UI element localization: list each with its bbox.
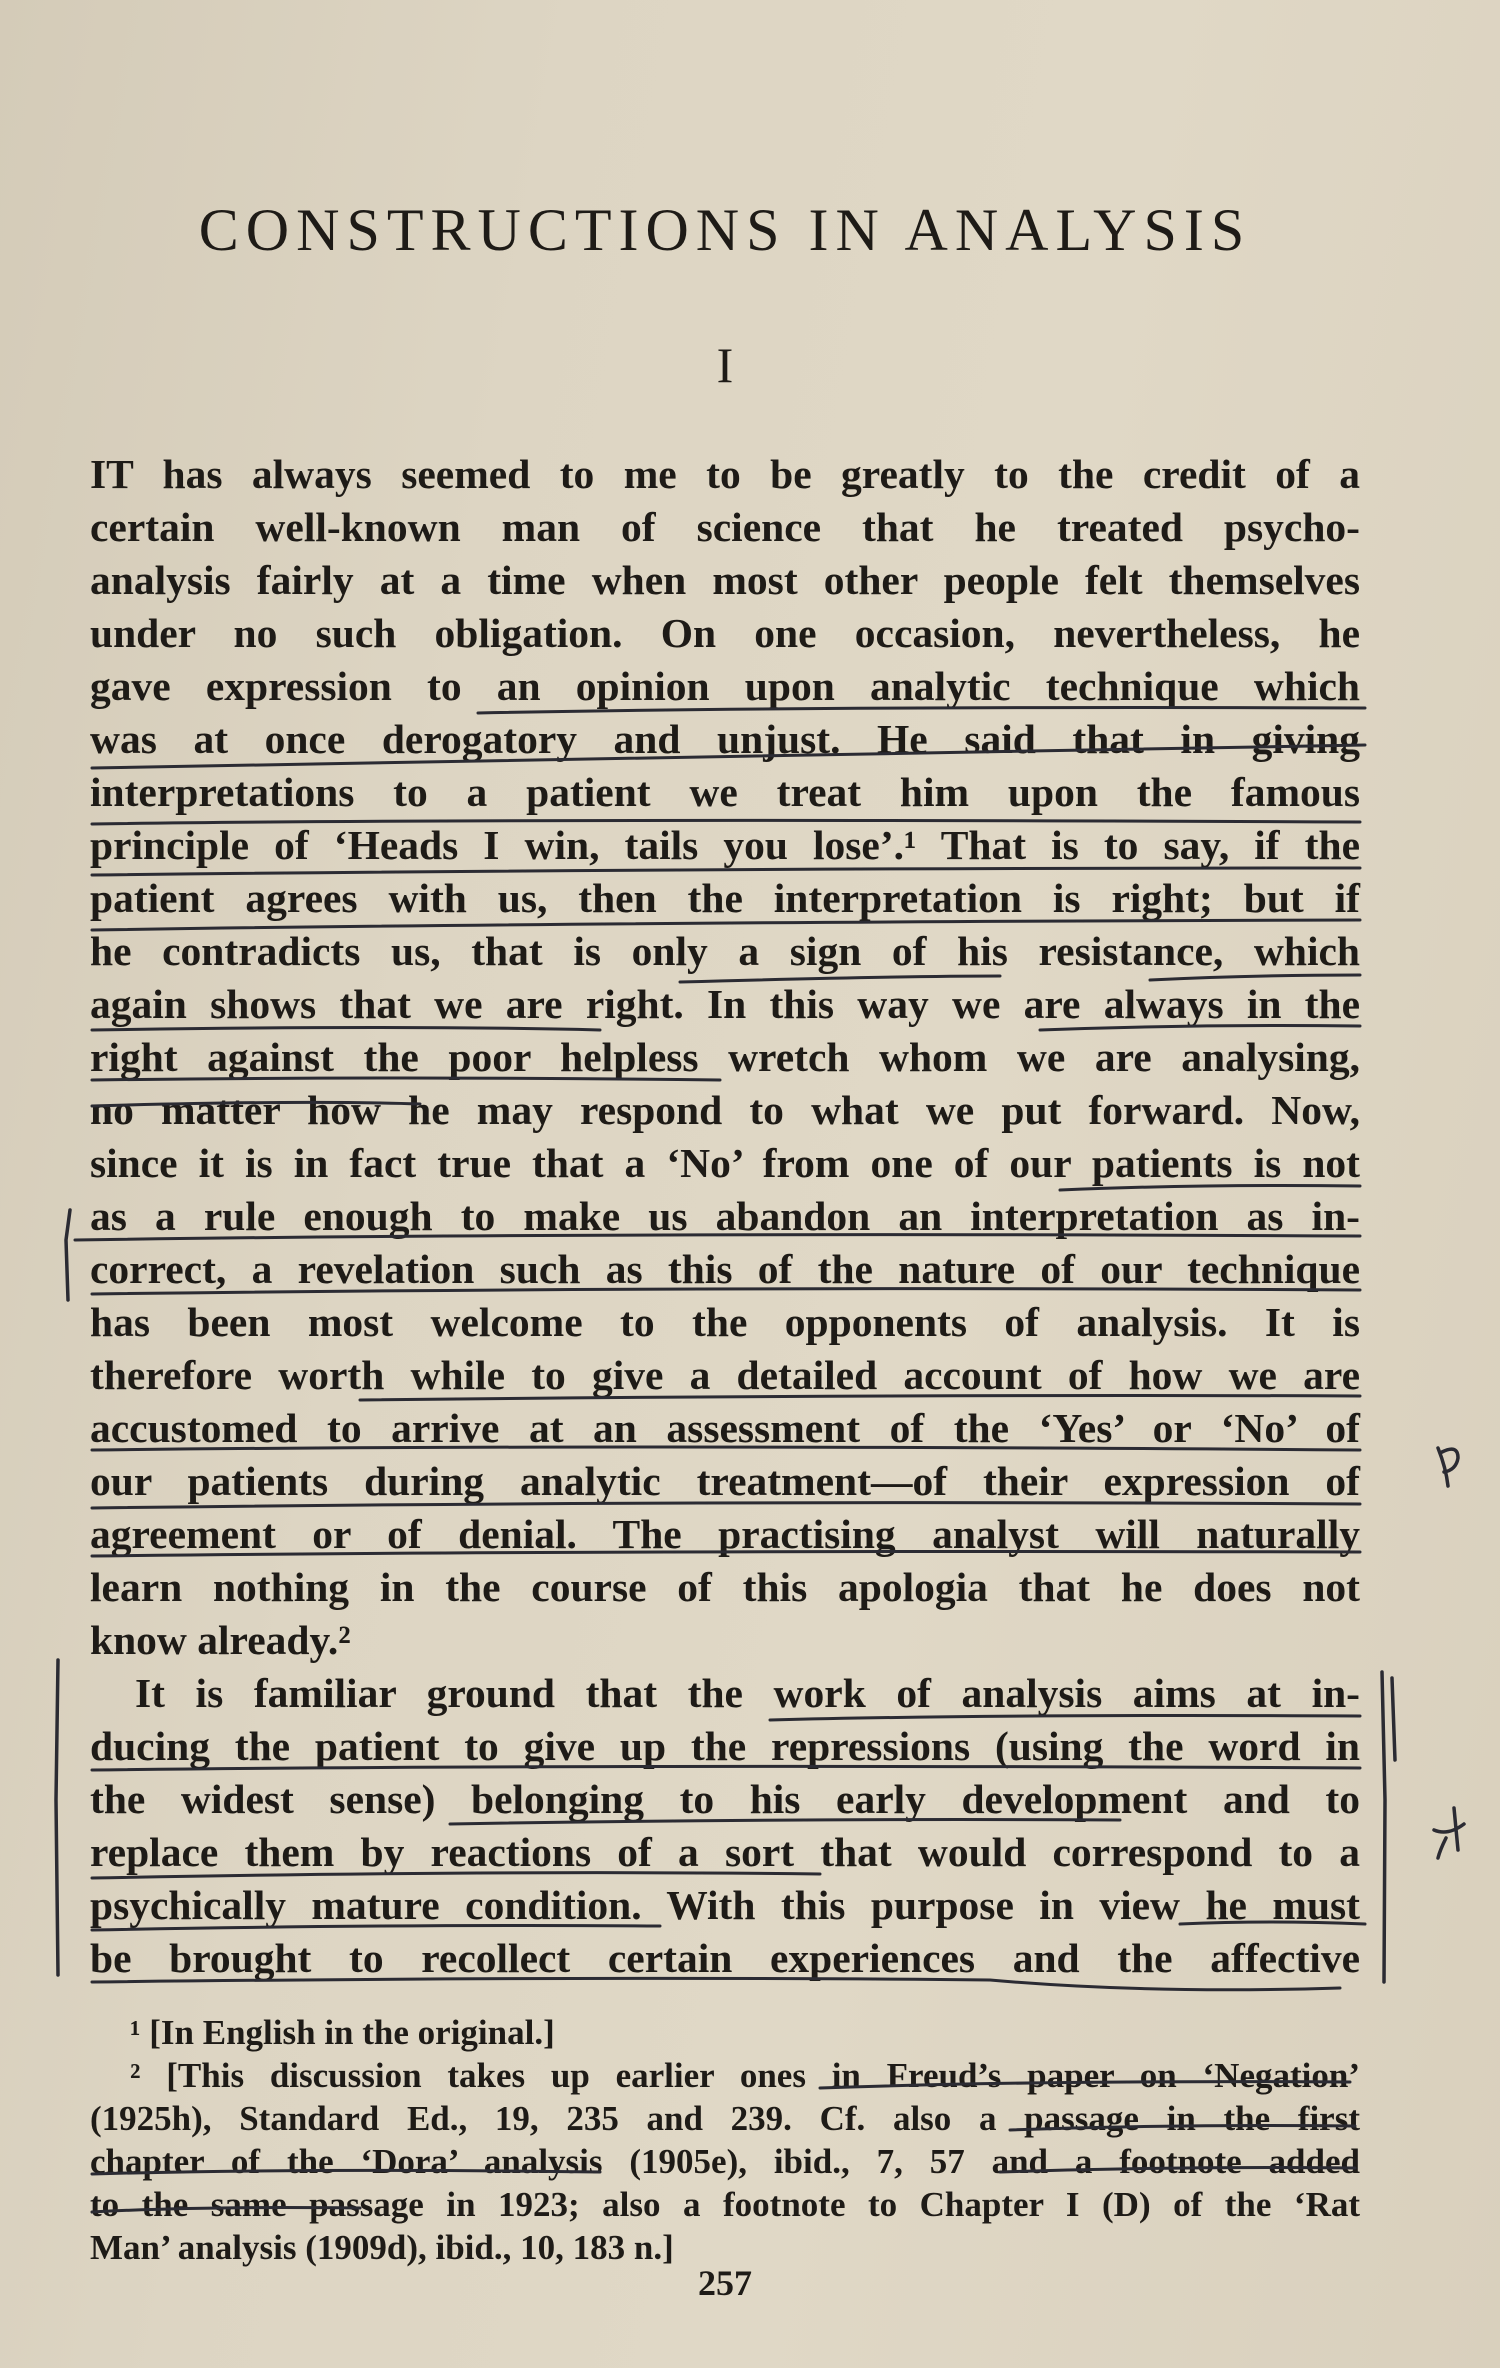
margin-bracket-left	[66, 1210, 70, 1300]
body-line: correct, a revelation such as this of the nature of our technique	[90, 1246, 1360, 1292]
body-line: IT has always seemed to me to be greatly to the credit of a	[90, 451, 1360, 497]
margin-bracket-right	[1392, 1678, 1395, 1760]
body-line: accustomed to arrive at an assessment of the ‘Yes’ or ‘No’ of	[90, 1405, 1360, 1451]
body-line: principle of ‘Heads I win, tails you lose’.¹ That is to say, if the	[90, 822, 1360, 868]
body-line: our patients during analytic treatment—of their expression of	[90, 1458, 1360, 1504]
margin-bracket-right	[1382, 1672, 1385, 1982]
body-line: agreement or of denial. The practising analyst will naturally	[90, 1511, 1360, 1557]
chapter-title: CONSTRUCTIONS IN ANALYSIS	[198, 197, 1252, 263]
body-line: be brought to recollect certain experiences and the affective	[90, 1935, 1360, 1981]
footnote-line: (1925h), Standard Ed., 19, 235 and 239. Cf. also a passage in the first	[90, 2099, 1360, 2138]
body-line: under no such obligation. On one occasion, nevertheless, he	[90, 610, 1360, 656]
footnote-line: to the same passage in 1923; also a footnote to Chapter I (D) of the ‘Rat	[90, 2185, 1360, 2224]
body-line: analysis fairly at a time when most other people felt themselves	[90, 557, 1360, 603]
body-line: was at once derogatory and unjust. He said that in giving	[90, 716, 1360, 762]
body-line: he contradicts us, that is only a sign of his resistance, which	[90, 928, 1360, 974]
footnote-line: ¹ [In English in the original.]	[130, 2013, 555, 2052]
page-number: 257	[698, 2263, 752, 2303]
body-line: therefore worth while to give a detailed account of how we are	[90, 1352, 1360, 1398]
body-line: as a rule enough to make us abandon an interpretation as in-	[90, 1193, 1360, 1239]
body-line: right against the poor helpless wretch whom we are analysing,	[90, 1034, 1360, 1080]
body-line: no matter how he may respond to what we put forward. Now,	[90, 1087, 1360, 1133]
body-line: It is familiar ground that the work of analysis aims at in-	[135, 1670, 1360, 1716]
body-line: learn nothing in the course of this apologia that he does not	[90, 1564, 1360, 1610]
body-line: since it is in fact true that a ‘No’ from one of our patients is not	[90, 1140, 1360, 1186]
margin-mark-2	[1434, 1808, 1464, 1858]
footnote-line: Man’ analysis (1909d), ibid., 10, 183 n.]	[90, 2228, 674, 2267]
body-line: again shows that we are right. In this way we are always in the	[90, 981, 1360, 1027]
body-line: replace them by reactions of a sort that would correspond to a	[90, 1829, 1360, 1875]
section-number: I	[716, 337, 734, 393]
body-line: ducing the patient to give up the repressions (using the word in	[90, 1723, 1360, 1769]
body-line: interpretations to a patient we treat him upon the famous	[90, 769, 1360, 815]
footnote-line: chapter of the ‘Dora’ analysis (1905e), ibid., 7, 57 and a footnote added	[90, 2142, 1360, 2181]
margin-bracket-left	[56, 1660, 58, 1975]
body-line: patient agrees with us, then the interpretation is right; but if	[90, 875, 1360, 921]
body-line: has been most welcome to the opponents of analysis. It is	[90, 1299, 1360, 1345]
footnote-line: ² [This discussion takes up earlier ones in Freud’s paper on ‘Negation’	[130, 2056, 1360, 2095]
body-line: psychically mature condition. With this purpose in view he must	[90, 1882, 1360, 1928]
body-line: the widest sense) belonging to his early development and to	[90, 1776, 1360, 1822]
body-line: know already.²	[90, 1617, 351, 1663]
body-line: gave expression to an opinion upon analytic technique which	[90, 663, 1360, 709]
margin-mark-1	[1438, 1448, 1458, 1486]
body-line: certain well-known man of science that he treated psycho-	[90, 504, 1360, 550]
